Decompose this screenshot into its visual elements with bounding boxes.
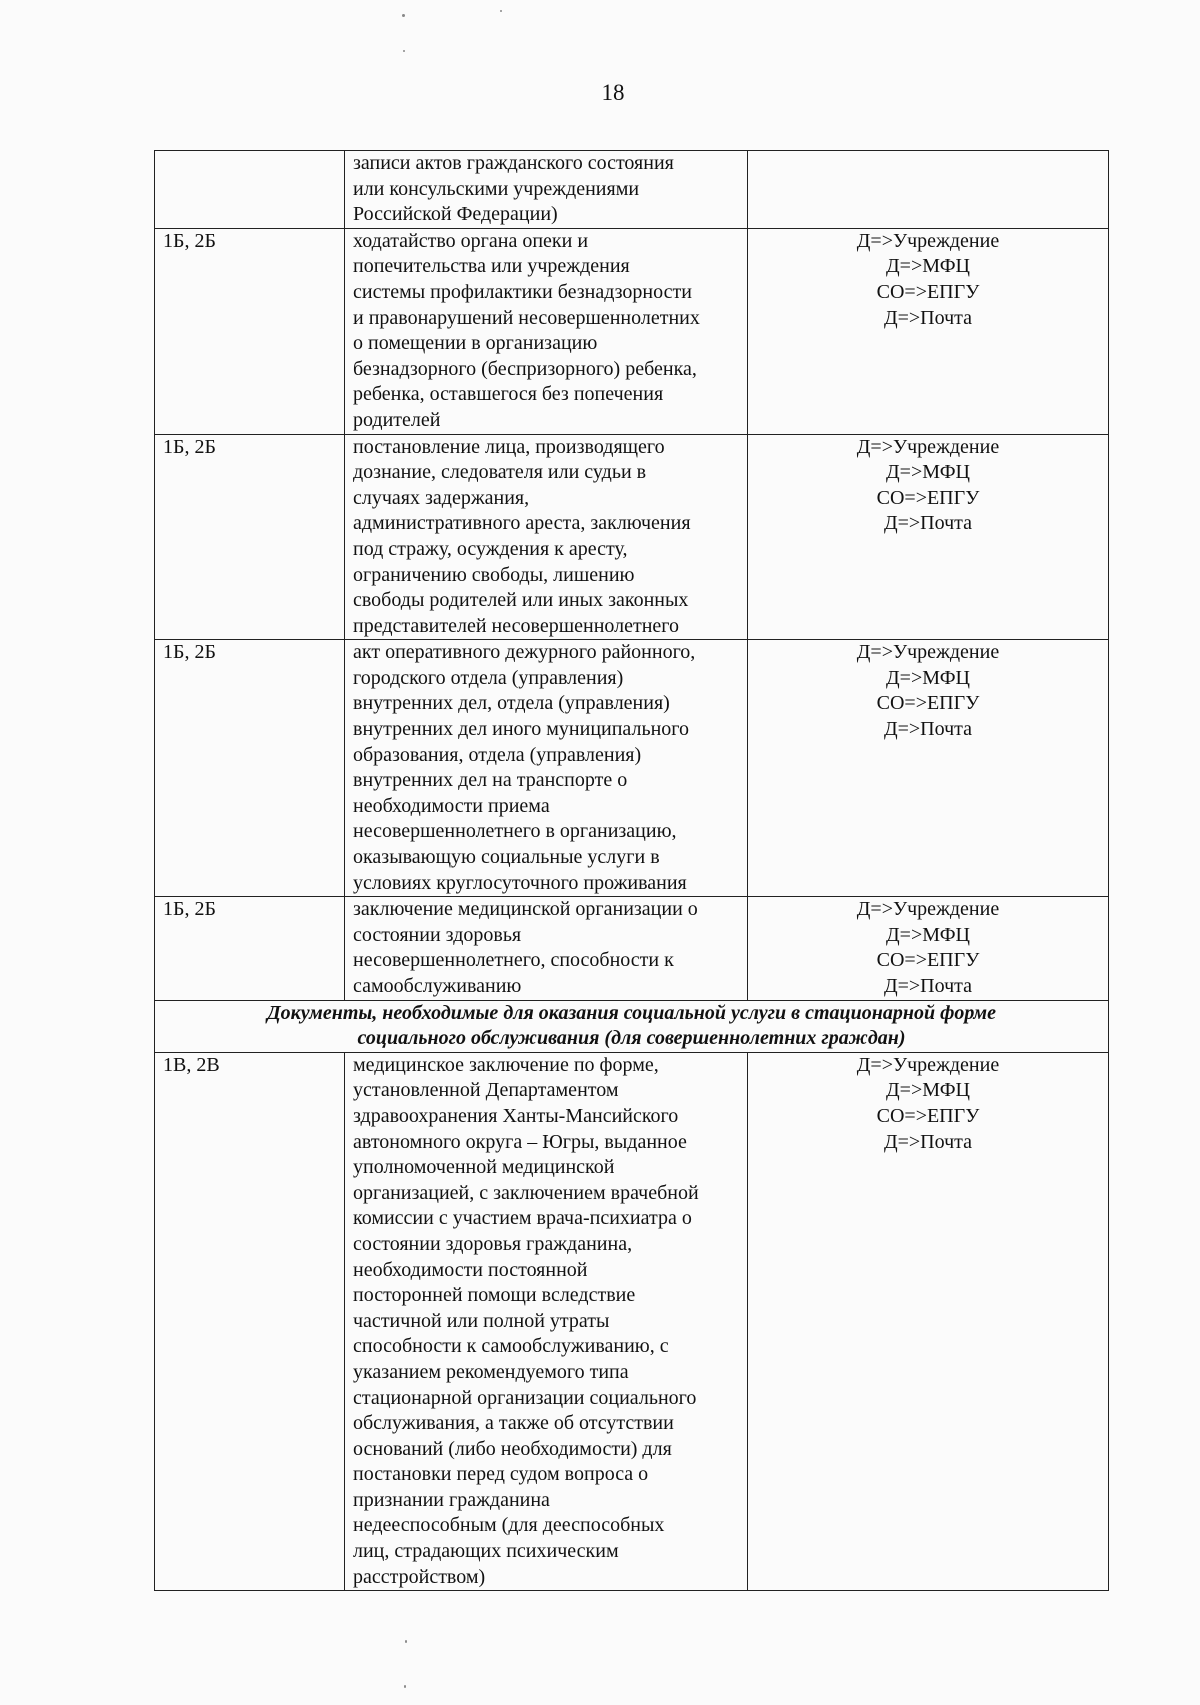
scan-speck [500, 10, 502, 12]
description-line: системы профилактики безнадзорности [353, 280, 692, 303]
submission-methods-cell [748, 897, 1109, 1000]
description-line: акт оперативного дежурного районного, [353, 641, 696, 664]
description-line: Российской Федерации) [353, 203, 558, 226]
submission-method: Д=>МФЦ [886, 461, 970, 484]
description-line: под стражу, осуждения к аресту, [353, 537, 628, 560]
submission-method: Д=>Учреждение [856, 898, 1000, 921]
submission-method: Д=>Учреждение [856, 229, 1000, 252]
description-line: постановление лица, производящего [353, 435, 665, 458]
description-line: внутренних дел иного муниципального [353, 718, 689, 741]
submission-methods-cell [748, 434, 1109, 640]
section-heading [155, 1000, 1109, 1052]
description-line: здравоохранения Ханты-Мансийского [353, 1104, 679, 1127]
category-code-cell: 1Б, 2Б [155, 640, 345, 897]
description-line: самообслуживанию [353, 975, 522, 997]
table-row [155, 1052, 1109, 1590]
description-line: необходимости приема [353, 794, 550, 817]
category-code-cell: 1Б, 2Б [155, 228, 345, 434]
description-line: способности к самообслуживанию, с [353, 1335, 669, 1358]
description-line: или консульскими учреждениями [353, 177, 640, 200]
submission-method: Д=>МФЦ [886, 923, 970, 946]
description-line: организацией, с заключением врачебной [353, 1181, 699, 1204]
description-line: о помещении в организацию [353, 332, 598, 355]
document-description-cell [345, 897, 748, 1000]
description-line: представителей несовершеннолетнего [353, 614, 680, 637]
submission-method: Д=>МФЦ [886, 1079, 970, 1102]
category-code-cell: 1В, 2В [155, 1052, 345, 1590]
table-row [155, 897, 1109, 1000]
description-line: внутренних дел, отдела (управления) [353, 692, 670, 715]
description-line: недееспособным (для дееспособных [353, 1514, 665, 1537]
description-line: медицинское заключение по форме, [353, 1053, 659, 1076]
description-line: несовершеннолетнего, способности к [353, 949, 674, 972]
description-line: ребенка, оставшегося без попечения [353, 383, 664, 406]
description-line: административного ареста, заключения [353, 512, 691, 535]
description-line: несовершеннолетнего в организацию, [353, 820, 677, 843]
page-number: 18 [601, 80, 625, 105]
description-line: установленной Департаментом [353, 1079, 619, 1102]
description-line: обслуживания, а также об отсутствии [353, 1412, 674, 1435]
category-code-cell: 1Б, 2Б [155, 434, 345, 640]
document-description-cell [345, 434, 748, 640]
scan-speck [404, 1685, 406, 1688]
description-line: автономного округа – Югры, выданное [353, 1130, 687, 1153]
description-line: оснований (либо необходимости) для [353, 1437, 672, 1460]
description-line: признании гражданина [353, 1488, 550, 1511]
table-row [155, 434, 1109, 640]
section-heading-line: Документы, необходимые для оказания социальной услуги в стационарной форме [266, 1001, 997, 1024]
description-line: городского отдела (управления) [353, 666, 624, 689]
submission-method: Д=>Почта [883, 975, 973, 997]
submission-method: СО=>ЕПГУ [876, 949, 980, 972]
submission-method: Д=>Учреждение [856, 1053, 1000, 1076]
description-line: условиях круглосуточного проживания [353, 871, 687, 894]
description-line: случаях задержания, [353, 486, 530, 509]
description-line: заключение медицинской организации о [353, 898, 698, 921]
submission-method: СО=>ЕПГУ [876, 1104, 980, 1127]
description-line: ходатайство органа опеки и [353, 229, 589, 252]
section-header-row [155, 1000, 1109, 1052]
document-description-cell [345, 1052, 748, 1590]
category-code-cell: 1Б, 2Б [155, 897, 345, 1000]
submission-method: Д=>Учреждение [856, 435, 1000, 458]
table-row [155, 228, 1109, 434]
description-line: лиц, страдающих психическим [353, 1540, 619, 1563]
document-description-cell [345, 151, 748, 229]
description-line: расстройством) [353, 1565, 486, 1588]
submission-method: Д=>Почта [883, 718, 973, 741]
description-line: необходимости постоянной [353, 1258, 588, 1281]
submission-method: Д=>Почта [883, 306, 973, 329]
description-line: дознание, следователя или судьи в [353, 461, 647, 484]
submission-methods-cell [748, 228, 1109, 434]
submission-method: Д=>Почта [883, 512, 973, 535]
table-body [155, 151, 1109, 1591]
description-line: стационарной организации социального [353, 1386, 697, 1409]
section-heading-line: социального обслуживания (для совершеннолетних граждан) [357, 1027, 906, 1050]
description-line: частичной или полной утраты [353, 1309, 610, 1332]
description-line: уполномоченной медицинской [353, 1156, 615, 1179]
description-line: постановки перед судом вопроса о [353, 1463, 649, 1486]
scan-speck [405, 1640, 407, 1643]
description-line: родителей [353, 408, 441, 431]
description-line: указанием рекомендуемого типа [353, 1360, 629, 1383]
table-row [155, 640, 1109, 897]
description-line: образования, отдела (управления) [353, 743, 642, 766]
description-line: свободы родителей или иных законных [353, 589, 689, 612]
document-description-cell [345, 640, 748, 897]
scan-speck [402, 14, 405, 17]
description-line: состоянии здоровья [353, 923, 522, 946]
submission-method: СО=>ЕПГУ [876, 486, 980, 509]
submission-methods-cell [748, 151, 1109, 229]
submission-method: СО=>ЕПГУ [876, 692, 980, 715]
scan-speck [403, 50, 405, 52]
submission-method: Д=>МФЦ [886, 666, 970, 689]
description-line: состоянии здоровья гражданина, [353, 1232, 633, 1255]
description-line: записи актов гражданского состояния [353, 152, 674, 174]
description-line: ограничению свободы, лишению [353, 563, 635, 586]
description-line: попечительства или учреждения [353, 255, 630, 278]
description-line: и правонарушений несовершеннолетних [353, 306, 700, 329]
description-line: внутренних дел на транспорте о [353, 769, 628, 792]
submission-method: Д=>Почта [883, 1130, 973, 1153]
description-line: комиссии с участием врача-психиатра о [353, 1207, 692, 1230]
submission-methods-cell [748, 640, 1109, 897]
description-line: посторонней помощи вследствие [353, 1284, 636, 1307]
description-line: безнадзорного (беспризорного) ребенка, [353, 357, 697, 380]
submission-method: Д=>Учреждение [856, 641, 1000, 664]
submission-methods-cell [748, 1052, 1109, 1590]
category-code-cell [155, 151, 345, 229]
document-description-cell [345, 228, 748, 434]
submission-method: СО=>ЕПГУ [876, 280, 980, 303]
description-line: оказывающую социальные услуги в [353, 846, 660, 869]
table-row [155, 151, 1109, 229]
submission-method: Д=>МФЦ [886, 255, 970, 278]
documents-table [154, 150, 1109, 1591]
